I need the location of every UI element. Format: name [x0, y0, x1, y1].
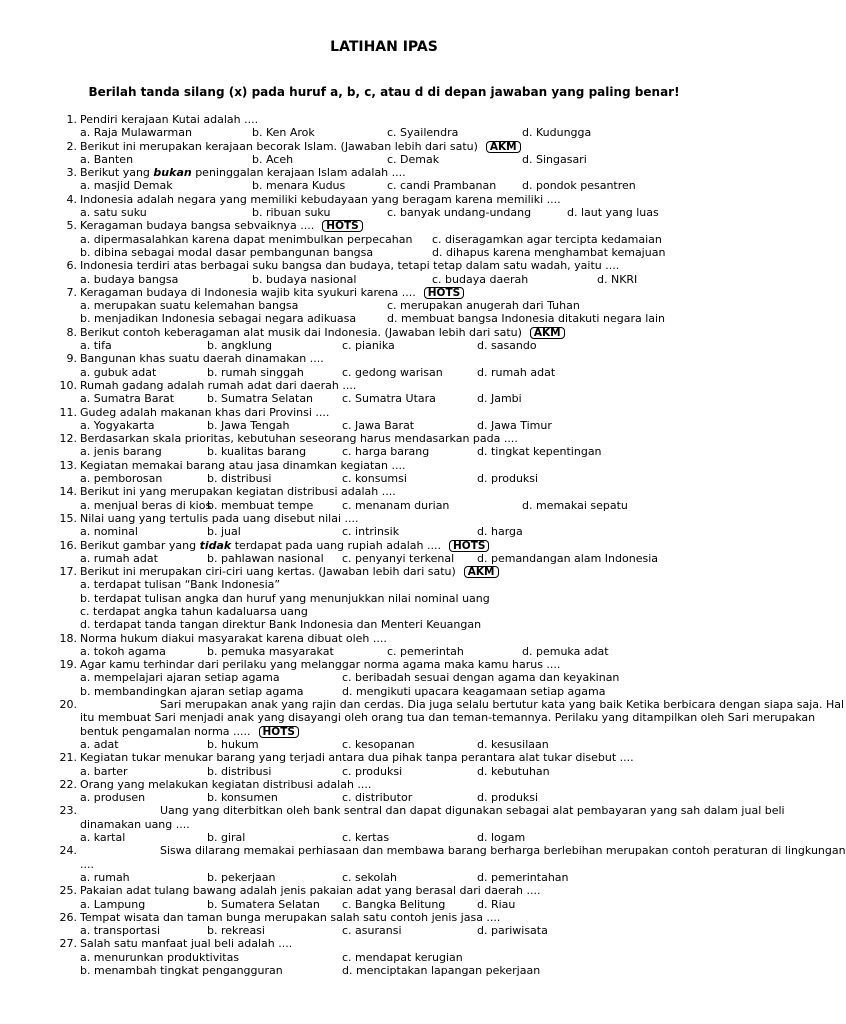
question-item	[0, 406, 768, 433]
question-number: 18.	[59, 631, 77, 645]
answer-option[interactable]: a. Raja Mulawarman	[80, 126, 192, 140]
answer-option[interactable]: a. Lampung	[80, 897, 146, 911]
question-number: 10.	[59, 378, 77, 392]
question-line	[0, 884, 768, 897]
answer-option[interactable]: a. tifa	[80, 339, 112, 353]
question-text	[80, 632, 387, 645]
answer-option[interactable]: a. pemborosan	[80, 472, 163, 486]
question-number: 27.	[59, 937, 77, 951]
emphasis-word: bukan	[153, 166, 192, 180]
question-badge: AKM	[530, 327, 565, 339]
question-text-part: Bangunan khas suatu daerah dinamakan ....	[80, 352, 324, 366]
question-badge: HOTS	[322, 220, 362, 232]
question-text-part: Keragaman budaya bangsa sebvaiknya ....	[80, 219, 315, 233]
option-row	[0, 964, 768, 977]
question-text-part: Tempat wisata dan taman bunga merupakan salah satu contoh jenis jasa ....	[80, 910, 501, 924]
question-text	[80, 751, 634, 764]
question-text	[80, 219, 363, 232]
question-item	[0, 113, 768, 140]
option-row	[0, 233, 768, 246]
answer-option[interactable]: d. pemandangan alam Indonesia	[477, 551, 658, 565]
answer-option[interactable]: c. asuransi	[342, 924, 402, 938]
question-text-part: Sari merupakan anak yang rajin dan cerdas. Dia juga selalu bertutur kata yang baik Ketika berbicara dengan siapa saja. Hal itu membuat Sari menjadi anak yang disayangi oleh orang tua dan teman-temannya. Perilaku yang ditampilkan oleh Sari merupakan bentuk pengamalan norma .....	[80, 698, 845, 738]
option-row	[0, 831, 768, 844]
answer-option[interactable]: c. budaya daerah	[432, 272, 529, 286]
question-text-part: Gudeg adalah makanan khas dari Provinsi ....	[80, 405, 330, 419]
answer-option[interactable]: c. pemerintah	[387, 644, 464, 658]
question-number: 17.	[59, 565, 77, 579]
question-text	[80, 844, 846, 870]
question-text	[80, 911, 500, 924]
question-badge: AKM	[486, 141, 521, 153]
answer-option[interactable]: d. mengikuti upacara keagamaan setiap agama	[342, 684, 606, 698]
question-text	[80, 804, 785, 830]
answer-option[interactable]: b. Sumatera Selatan	[207, 897, 320, 911]
answer-option[interactable]: d. rumah adat	[477, 365, 556, 379]
question-item	[0, 512, 768, 539]
answer-option[interactable]: b. Aceh	[252, 152, 294, 166]
answer-option[interactable]: d. produksi	[477, 791, 539, 805]
question-text-part: Pendiri kerajaan Kutai adalah ....	[80, 113, 259, 126]
answer-option[interactable]: b. Jawa Tengah	[207, 418, 290, 432]
question-item	[0, 352, 768, 379]
question-item	[0, 698, 845, 751]
question-item	[0, 539, 768, 566]
question-item	[0, 751, 768, 778]
option-row	[0, 392, 768, 405]
answer-option[interactable]: b. rekreasi	[207, 924, 265, 938]
answer-option[interactable]: b. distribusi	[207, 764, 272, 778]
option-row	[0, 738, 768, 751]
option-row	[0, 671, 768, 684]
page-title: LATIHAN IPAS	[330, 39, 438, 55]
answer-option[interactable]: a. merupakan suatu kelemahan bangsa	[80, 299, 299, 313]
option-row	[0, 791, 768, 804]
option-row	[0, 951, 768, 964]
question-text	[80, 166, 406, 179]
answer-option[interactable]: c. kesopanan	[342, 737, 415, 751]
option-row	[0, 206, 768, 219]
answer-option[interactable]: a. budaya bangsa	[80, 272, 179, 286]
question-item	[0, 432, 768, 459]
answer-option[interactable]: c. Syailendra	[387, 126, 459, 140]
answer-option[interactable]: a. adat	[80, 737, 119, 751]
question-number: 11.	[59, 405, 77, 419]
answer-option[interactable]: b. menambah tingkat pengangguran	[80, 964, 283, 977]
question-text	[80, 379, 356, 392]
question-item	[0, 219, 768, 259]
question-line	[0, 804, 785, 831]
answer-option[interactable]: a. jenis barang	[80, 445, 162, 459]
question-text-part: Kegiatan memakai barang atau jasa dinamkan kegiatan ....	[80, 458, 406, 472]
answer-option[interactable]: b. pekerjaan	[207, 870, 276, 884]
question-item	[0, 884, 768, 911]
option-row	[0, 898, 768, 911]
question-line	[0, 286, 768, 299]
answer-option[interactable]: c. distributor	[342, 791, 413, 805]
answer-option[interactable]: a. satu suku	[80, 206, 147, 220]
answer-option[interactable]: d. pemuka adat	[522, 644, 609, 658]
option-row	[0, 153, 768, 166]
question-text-part: Kegiatan tukar menukar barang yang terjadi antara dua pihak tanpa perantara alat tukar disebut ....	[80, 751, 634, 765]
answer-option[interactable]: a. masjid Demak	[80, 179, 173, 193]
question-text-part: Berikut ini merupakan ciri-ciri uang kertas. (Jawaban lebih dari satu)	[80, 565, 456, 579]
question-line	[0, 512, 768, 525]
option-row	[0, 179, 768, 192]
question-number: 23.	[59, 804, 77, 818]
answer-option[interactable]: d. laut yang luas	[567, 206, 659, 220]
answer-option[interactable]: b. giral	[207, 831, 246, 845]
answer-option[interactable]: d. Jambi	[477, 392, 522, 406]
answer-option[interactable]: a. nominal	[80, 525, 138, 539]
question-line	[0, 326, 768, 339]
question-number: 2.	[66, 139, 77, 153]
question-line	[0, 539, 768, 552]
question-line	[0, 751, 768, 764]
option-row	[0, 419, 768, 432]
answer-option[interactable]: c. terdapat angka tahun kadaluarsa uang	[80, 604, 308, 618]
answer-option[interactable]: c. konsumsi	[342, 472, 407, 486]
answer-option[interactable]: d. dihapus karena menghambat kemajuan	[432, 245, 666, 259]
option-row	[0, 924, 768, 937]
answer-option[interactable]: b. pemuka masyarakat	[207, 644, 334, 658]
answer-option[interactable]: c. mendapat kerugian	[342, 950, 463, 964]
question-text	[80, 485, 396, 498]
answer-option[interactable]: b. hukum	[207, 737, 259, 751]
answer-option[interactable]: a. terdapat tulisan “Bank Indonesia”	[80, 578, 281, 592]
answer-option[interactable]: c. beribadah sesuai dengan agama dan keyakinan	[342, 671, 620, 685]
question-badge: HOTS	[424, 287, 464, 299]
question-text	[80, 352, 324, 365]
question-line	[0, 459, 768, 472]
answer-option[interactable]: d. harga	[477, 525, 523, 539]
question-text-part: Berikut contoh keberagaman alat musik dai Indonesia. (Jawaban lebih dari satu)	[80, 325, 522, 339]
answer-option[interactable]: b. kualitas barang	[207, 445, 307, 459]
option-row	[0, 312, 768, 325]
question-text	[80, 406, 329, 419]
question-text-part: Berikut gambar yang	[80, 538, 200, 552]
answer-option[interactable]: b. terdapat tulisan angka dan huruf yang menunjukkan nilai nominal uang	[80, 591, 490, 605]
answer-option[interactable]: b. membuat tempe	[207, 498, 314, 512]
question-line	[0, 432, 768, 445]
answer-option[interactable]: b. ribuan suku	[252, 206, 331, 220]
question-number: 20.	[59, 698, 77, 712]
question-number: 22.	[59, 777, 77, 791]
question-item	[0, 658, 768, 698]
question-text	[80, 778, 371, 791]
question-line	[0, 658, 768, 671]
question-number: 4.	[66, 192, 77, 206]
question-item	[0, 140, 768, 167]
question-item	[0, 632, 768, 659]
question-line	[0, 259, 768, 272]
answer-option[interactable]: c. pianika	[342, 339, 395, 353]
question-line	[0, 778, 768, 791]
question-number: 3.	[66, 166, 77, 180]
question-text-part: Siswa dilarang memakai perhiasaan dan membawa barang berharga berlebihan merupakan contoh peraturan di lingkungan ....	[80, 844, 846, 871]
answer-option[interactable]: a. gubuk adat	[80, 365, 157, 379]
question-text-part: Berdasarkan skala prioritas, kebutuhan seseorang harus mendasarkan pada ....	[80, 432, 518, 446]
option-row	[0, 552, 768, 565]
question-text-part: Salah satu manfaat jual beli adalah ....	[80, 937, 293, 951]
question-badge: AKM	[464, 566, 499, 578]
question-number: 13.	[59, 458, 77, 472]
question-text	[80, 326, 565, 339]
option-row	[0, 126, 768, 139]
question-number: 15.	[59, 511, 77, 525]
answer-option[interactable]: d. Jawa Timur	[477, 418, 552, 432]
question-number: 19.	[59, 658, 77, 672]
question-item	[0, 844, 846, 884]
question-item	[0, 459, 768, 486]
question-text-part: Indonesia terdiri atas berbagai suku bangsa dan budaya, tetapi tetap dalam satu wadah, yaitu ....	[80, 259, 620, 273]
answer-option[interactable]: d. pariwisata	[477, 924, 548, 938]
question-text	[80, 539, 489, 552]
answer-option[interactable]: b. menjadikan Indonesia sebagai negara adikuasa	[80, 312, 357, 326]
question-line	[0, 632, 768, 645]
question-text	[80, 937, 292, 950]
answer-option[interactable]: d. sasando	[477, 339, 537, 353]
answer-option[interactable]: c. sekolah	[342, 870, 398, 884]
question-line	[0, 219, 768, 232]
option-row	[0, 765, 768, 778]
answer-option[interactable]: b. rumah singgah	[207, 365, 304, 379]
answer-option[interactable]: c. Bangka Belitung	[342, 897, 446, 911]
question-text-part: Berikut yang	[80, 166, 154, 180]
question-text-part: Indonesia adalah negara yang memiliki kebudayaan yang beragam karena memiliki ....	[80, 192, 561, 206]
question-text	[80, 140, 521, 153]
question-line	[0, 937, 768, 950]
option-row	[0, 578, 768, 591]
answer-option[interactable]: c. harga barang	[342, 445, 430, 459]
question-list	[0, 113, 846, 977]
answer-option[interactable]: b. membandingkan ajaran setiap agama	[80, 684, 304, 698]
question-line	[0, 911, 768, 924]
question-text	[80, 259, 619, 272]
option-row	[0, 525, 768, 538]
answer-option[interactable]: c. intrinsik	[342, 525, 400, 539]
answer-option[interactable]: a. produsen	[80, 791, 146, 805]
question-text-part: Pakaian adat tulang bawang adalah jenis pakaian adat yang berasal dari daerah ....	[80, 884, 541, 898]
question-line	[0, 379, 768, 392]
answer-option[interactable]: a. Yogyakarta	[80, 418, 155, 432]
answer-option[interactable]: b. jual	[207, 525, 241, 539]
question-line	[0, 485, 768, 498]
answer-option[interactable]: a. Sumatra Barat	[80, 392, 175, 406]
answer-option[interactable]: d. logam	[477, 831, 526, 845]
answer-option[interactable]: a. menjual beras di kios	[80, 498, 212, 512]
answer-option[interactable]: d. menciptakan lapangan pekerjaan	[342, 964, 541, 977]
answer-option[interactable]: c. Jawa Barat	[342, 418, 415, 432]
question-text-part: Berikut ini yang merupakan kegiatan distribusi adalah ....	[80, 485, 396, 499]
answer-option[interactable]: d. Kudungga	[522, 126, 592, 140]
answer-option[interactable]: d. memakai sepatu	[522, 498, 628, 512]
question-text-part: Keragaman budaya di Indonesia wajib kita syukuri karena ....	[80, 285, 416, 299]
question-number: 12.	[59, 432, 77, 446]
answer-option[interactable]: d. produksi	[477, 472, 539, 486]
answer-option[interactable]: c. Demak	[387, 152, 440, 166]
question-line	[0, 166, 768, 179]
answer-option[interactable]: b. angklung	[207, 339, 273, 353]
question-text	[80, 113, 258, 126]
answer-option[interactable]: b. budaya nasional	[252, 272, 357, 286]
question-text-part: Rumah gadang adalah rumah adat dari daerah ....	[80, 378, 357, 392]
question-line	[0, 193, 768, 206]
option-row	[0, 366, 768, 379]
question-text-part: Norma hukum diakui masyarakat karena dibuat oleh ....	[80, 631, 387, 645]
answer-option[interactable]: c. diseragamkan agar tercipta kedamaian	[432, 232, 662, 246]
question-number: 5.	[66, 219, 77, 233]
question-number: 7.	[66, 285, 77, 299]
answer-option[interactable]: a. Banten	[80, 152, 134, 166]
answer-option[interactable]: a. dipermasalahkan karena dapat menimbulkan perpecahan	[80, 232, 413, 246]
emphasis-word: tidak	[199, 538, 232, 552]
question-text	[80, 565, 499, 578]
option-row	[0, 685, 768, 698]
question-item	[0, 166, 768, 193]
answer-option[interactable]: c. menanam durian	[342, 498, 450, 512]
option-row	[0, 592, 768, 605]
question-line	[0, 113, 768, 126]
answer-option[interactable]: c. gedong warisan	[342, 365, 443, 379]
question-text	[80, 658, 560, 671]
question-item	[0, 485, 768, 512]
answer-option[interactable]: d. pemerintahan	[477, 870, 569, 884]
question-text	[80, 884, 541, 897]
question-text	[80, 286, 464, 299]
question-text	[80, 512, 359, 525]
question-item	[0, 379, 768, 406]
question-number: 26.	[59, 910, 77, 924]
question-item	[0, 259, 768, 286]
answer-option[interactable]: a. rumah adat	[80, 551, 158, 565]
question-text	[80, 432, 518, 445]
answer-option[interactable]: d. Riau	[477, 897, 516, 911]
answer-option[interactable]: b. Ken Arok	[252, 126, 315, 140]
answer-option[interactable]: c. Sumatra Utara	[342, 392, 436, 406]
question-text-part: Uang yang diterbitkan oleh bank sentral dan dapat digunakan sebagai alat pembayaran yang sah dalam jual beli dinamakan uang ....	[80, 804, 785, 831]
question-number: 16.	[59, 538, 77, 552]
option-row	[0, 246, 768, 259]
question-item	[0, 778, 768, 805]
option-row	[0, 618, 768, 631]
question-item	[0, 326, 768, 353]
question-number: 14.	[59, 485, 77, 499]
question-item	[0, 804, 785, 845]
question-item	[0, 565, 768, 631]
answer-option[interactable]: c. kertas	[342, 831, 390, 845]
answer-option[interactable]: c. penyanyi terkenal	[342, 551, 455, 565]
answer-option[interactable]: c. merupakan anugerah dari Tuhan	[387, 299, 580, 313]
answer-option[interactable]: d. kesusilaan	[477, 737, 549, 751]
answer-option[interactable]: b. distribusi	[207, 472, 272, 486]
answer-option[interactable]: a. rumah	[80, 870, 130, 884]
question-badge: HOTS	[449, 540, 489, 552]
question-item	[0, 911, 768, 938]
answer-option[interactable]: b. konsumen	[207, 791, 278, 805]
question-text	[80, 193, 561, 206]
question-item	[0, 193, 768, 220]
answer-option[interactable]: a. barter	[80, 764, 128, 778]
answer-option[interactable]: d. pondok pesantren	[522, 179, 636, 193]
answer-option[interactable]: a. mempelajari ajaran setiap agama	[80, 671, 280, 685]
answer-option[interactable]: c. candi Prambanan	[387, 179, 497, 193]
question-number: 21.	[59, 751, 77, 765]
answer-option[interactable]: b. menara Kudus	[252, 179, 346, 193]
question-line	[0, 565, 768, 578]
answer-option[interactable]: d. NKRI	[597, 272, 638, 286]
question-number: 24.	[59, 844, 77, 858]
question-item	[0, 937, 768, 977]
question-text	[80, 459, 406, 472]
question-badge: HOTS	[259, 726, 299, 738]
question-number: 6.	[66, 259, 77, 273]
option-row	[0, 605, 768, 618]
question-item	[0, 286, 768, 326]
answer-option[interactable]: a. tokoh agama	[80, 644, 166, 658]
answer-option[interactable]: b. Sumatra Selatan	[207, 392, 314, 406]
instruction-text: Berilah tanda silang (x) pada huruf a, b, c, atau d di depan jawaban yang paling benar!	[88, 85, 680, 99]
question-line	[0, 844, 846, 871]
question-text-part: Agar kamu terhindar dari perilaku yang melanggar norma agama maka kamu harus ....	[80, 658, 561, 672]
question-line	[0, 406, 768, 419]
answer-option[interactable]: d. Singasari	[522, 152, 587, 166]
question-line	[0, 352, 768, 365]
question-number: 25.	[59, 884, 77, 898]
option-row	[0, 645, 768, 658]
answer-option[interactable]: a. kartal	[80, 831, 126, 845]
answer-option[interactable]: d. membuat bangsa Indonesia ditakuti negara lain	[387, 312, 666, 326]
option-row	[0, 273, 768, 286]
question-text-part: Orang yang melakukan kegiatan distribusi adalah ....	[80, 777, 372, 791]
answer-option[interactable]: a. transportasi	[80, 924, 161, 938]
question-text-part: terdapat pada uang rupiah adalah ....	[231, 538, 441, 552]
answer-option[interactable]: d. kebutuhan	[477, 764, 550, 778]
option-row	[0, 299, 768, 312]
question-number: 1.	[66, 113, 77, 126]
answer-option[interactable]: b. pahlawan nasional	[207, 551, 324, 565]
answer-option[interactable]: d. tingkat kepentingan	[477, 445, 602, 459]
option-row	[0, 339, 768, 352]
option-row	[0, 871, 768, 884]
question-text-part: Berikut ini merupakan kerajaan becorak Islam. (Jawaban lebih dari satu)	[80, 139, 478, 153]
question-line	[0, 698, 845, 738]
option-row	[0, 445, 768, 458]
question-number: 9.	[66, 352, 77, 366]
option-row	[0, 472, 768, 485]
question-text-part: Nilai uang yang tertulis pada uang disebut nilai ....	[80, 511, 359, 525]
answer-option[interactable]: b. dibina sebagai modal dasar pembangunan bangsa	[80, 245, 374, 259]
question-text	[80, 698, 844, 738]
answer-option[interactable]: c. banyak undang-undang	[387, 206, 532, 220]
question-number: 8.	[66, 325, 77, 339]
option-row	[0, 499, 768, 512]
question-text-part: peninggalan kerajaan Islam adalah ....	[191, 166, 406, 180]
answer-option[interactable]: d. terdapat tanda tangan direktur Bank Indonesia dan Menteri Keuangan	[80, 618, 482, 632]
question-line	[0, 140, 768, 153]
answer-option[interactable]: a. menurunkan produktivitas	[80, 950, 240, 964]
answer-option[interactable]: c. produksi	[342, 764, 403, 778]
